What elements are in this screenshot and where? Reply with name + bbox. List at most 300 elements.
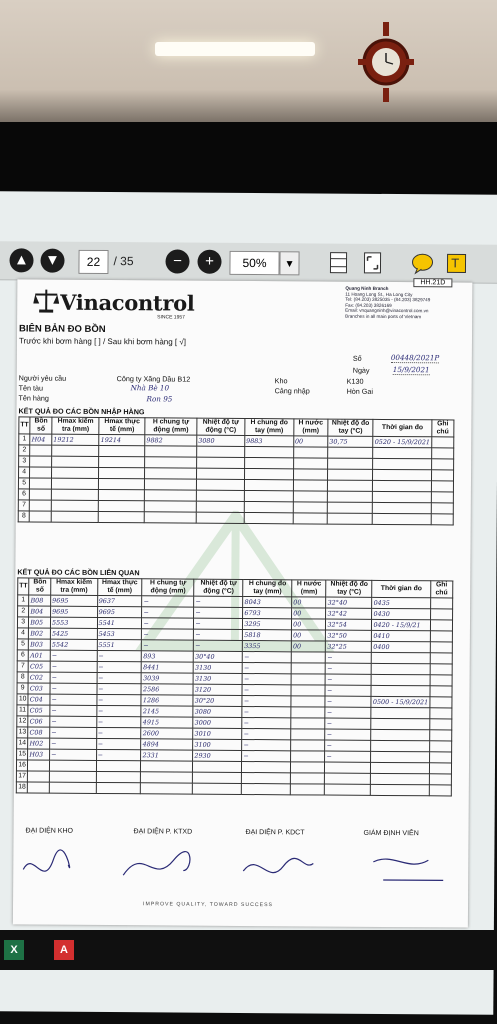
table-cell: 0430 (372, 608, 430, 619)
table-cell: 9695 (97, 606, 142, 617)
table-cell: 13 (17, 727, 28, 738)
table-cell: − (50, 738, 97, 749)
table-cell: − (242, 695, 291, 706)
table-cell: C05 (28, 661, 50, 672)
table-cell (372, 652, 430, 663)
table-cell (99, 456, 145, 467)
table-cell (291, 696, 325, 707)
table-cell (430, 697, 452, 708)
table-cell (49, 782, 96, 793)
table-cell (51, 500, 98, 511)
table-cell (244, 468, 293, 479)
table-cell: 3080 (193, 706, 242, 717)
form-code: HH.21D (413, 278, 452, 287)
signature-label: ĐẠI DIỆN P. KTXD (133, 828, 193, 836)
table-cell (371, 773, 429, 784)
table-cell (291, 729, 325, 740)
table-cell: 4 (19, 467, 30, 478)
table-cell: − (50, 672, 97, 683)
table-cell: A01 (29, 650, 51, 661)
page-up-icon[interactable]: ▲ (9, 248, 33, 272)
table-cell: 5541 (97, 617, 142, 628)
table-cell: − (194, 640, 243, 651)
table-cell (49, 771, 96, 782)
table-cell (193, 761, 242, 772)
table-cell: − (242, 750, 291, 761)
footer-slogan: IMPROVE QUALITY, TOWARD SUCCESS (143, 901, 274, 909)
table-cell: − (325, 685, 371, 696)
table-cell: − (194, 629, 243, 640)
table-cell (325, 773, 371, 784)
ngay-value: 15/9/2021 (392, 365, 430, 375)
table-cell (51, 478, 98, 489)
table-cell (244, 512, 293, 523)
table-cell: − (242, 684, 291, 695)
table-cell (430, 609, 452, 620)
table-cell (293, 480, 327, 491)
table-cell (145, 468, 197, 479)
table-cell: 14 (17, 738, 28, 749)
table-cell: 0520 - 15/9/2021 (374, 437, 431, 447)
table-cell (430, 598, 452, 609)
table-cell (430, 675, 452, 686)
so-value: 00448/2021P (390, 353, 440, 363)
cang-value: Hòn Gai (346, 386, 374, 396)
table-cell: 2600 (141, 728, 193, 739)
table-cell: 9 (17, 683, 28, 694)
column-header: Nhiệt độ đo tay (°C) (328, 419, 374, 436)
table-cell: − (50, 705, 97, 716)
table-cell: 7 (17, 661, 28, 672)
zoom-value: 50% (242, 255, 267, 271)
table-cell (30, 467, 52, 478)
ceiling-lamp (155, 42, 315, 56)
table-cell: 3295 (243, 618, 292, 629)
table-cell: 6793 (243, 607, 292, 618)
table-cell (327, 491, 373, 502)
table-cell: 30°20 (193, 695, 242, 706)
table-cell: 5453 (97, 628, 142, 639)
table-cell (291, 707, 325, 718)
table-cell: − (50, 661, 97, 672)
table-cell (30, 478, 52, 489)
table-cell (291, 773, 325, 784)
table-cell (291, 718, 325, 729)
table-cell (371, 740, 429, 751)
table-cell: 00 (291, 641, 325, 652)
table-cell: 6 (18, 489, 29, 500)
table-cell: 19212 (52, 434, 99, 445)
table-cell (325, 784, 371, 795)
table-cell (327, 480, 373, 491)
table-cell: − (97, 672, 142, 683)
zoom-select[interactable] (229, 251, 279, 275)
table-cell: 11 (17, 705, 28, 716)
table-cell: − (326, 663, 372, 674)
pump-status: Trước khi bơm hàng [ ] / Sau khi bơm hàng [ √] (18, 336, 187, 347)
zoom-out-icon[interactable]: − (165, 249, 189, 273)
table-cell (99, 500, 145, 511)
table-cell (293, 513, 327, 524)
branch-line: Branches in all main ports of Vietnam (345, 313, 422, 320)
table-cell: 32°54 (326, 619, 372, 630)
table-cell (290, 784, 324, 795)
table-cell (30, 456, 52, 467)
table-cell (52, 445, 99, 456)
table-cell (373, 513, 431, 524)
table-cell: B03 (29, 639, 51, 650)
zoom-in-icon[interactable]: + (197, 250, 221, 274)
column-header: TT (18, 578, 29, 595)
table-cell: 32°50 (326, 630, 372, 641)
table-cell: 32°42 (326, 608, 372, 619)
table-cell (429, 752, 451, 763)
table-cell (325, 762, 371, 773)
table-cell: − (194, 607, 243, 618)
branch-line: Tel: (84.203) 3825035 - (84.203) 3829749 (345, 296, 431, 303)
table-cell: − (325, 740, 371, 751)
table-cell: 0435 (372, 597, 430, 608)
table-cell: 1 (19, 434, 30, 445)
table-cell (145, 490, 197, 501)
page-total: / 35 (113, 254, 134, 269)
column-header: Ghi chú (432, 420, 454, 437)
table-cell (371, 718, 429, 729)
table-row (16, 782, 451, 796)
table-cell (371, 762, 429, 773)
table-cell: 8441 (142, 662, 194, 673)
table-cell (373, 447, 431, 458)
table-cell (197, 457, 245, 468)
table-cell: 4915 (141, 717, 193, 728)
table-cell: − (97, 661, 142, 672)
table-cell: 3355 (243, 640, 292, 651)
table-cell (430, 664, 452, 675)
highlight-icon[interactable] (445, 251, 467, 275)
table-cell: − (97, 683, 142, 694)
table-cell: − (142, 640, 194, 651)
table-cell (291, 685, 325, 696)
table-cell (291, 762, 325, 773)
table-cell (51, 489, 98, 500)
table-cell (373, 502, 431, 513)
table-cell: 3 (17, 617, 28, 628)
table-cell: − (242, 717, 291, 728)
comment-icon[interactable] (411, 251, 433, 275)
table-cell (431, 492, 453, 503)
branch-line: 11 Hoang Long St., Ha Long City (345, 291, 413, 297)
table-cell: 3130 (193, 673, 242, 684)
table-cell (372, 663, 430, 674)
table-cell (293, 458, 327, 469)
table-cell (99, 478, 145, 489)
table-cell: C08 (28, 727, 50, 738)
table-cell (373, 491, 431, 502)
table-cell: − (50, 694, 97, 705)
scales-icon (33, 288, 59, 314)
table-cell (291, 751, 325, 762)
table-cell: 3 (19, 456, 30, 467)
signature-label: GIÁM ĐỊNH VIÊN (363, 829, 419, 838)
table-cell (30, 500, 52, 511)
table-cell (196, 490, 244, 501)
table-cell: H03 (28, 749, 50, 760)
table-cell (196, 512, 244, 523)
table-cell: 12 (17, 716, 28, 727)
table-cell (431, 448, 453, 459)
table-cell (30, 445, 52, 456)
table-cell (328, 458, 374, 469)
kho-value: K130 (346, 376, 364, 386)
table-cell: 1286 (141, 695, 193, 706)
table-cell: 2331 (141, 750, 193, 761)
table-cell (372, 674, 430, 685)
table-cell: 9695 (51, 595, 98, 606)
table-cell (429, 741, 451, 752)
table-cell: − (242, 673, 291, 684)
table-cell: − (325, 729, 371, 740)
table-cell: − (50, 650, 97, 661)
table-cell: 10 (17, 694, 28, 705)
column-header: TT (19, 417, 30, 434)
excel-icon[interactable]: X (4, 940, 24, 960)
table-cell: B04 (29, 606, 51, 617)
table-cell: 3039 (142, 673, 194, 684)
table-cell: − (50, 683, 97, 694)
so-label: Số (352, 353, 362, 363)
table-cell (430, 653, 452, 664)
taskbar (0, 930, 497, 970)
signature-label: ĐẠI DIỆN P. KDCT (245, 829, 305, 837)
table-cell: 2586 (141, 684, 193, 695)
table-cell (99, 467, 145, 478)
company-name: Vinacontrol (60, 289, 195, 316)
table-cell: 9637 (97, 595, 142, 606)
table-cell (327, 513, 373, 524)
table-cell: − (325, 707, 371, 718)
table-cell: − (142, 607, 194, 618)
table-cell: − (96, 694, 141, 705)
column-header: Nhiệt độ tự động (°C) (194, 579, 243, 596)
chevron-down-icon[interactable]: ▾ (279, 251, 299, 275)
table-cell: C05 (28, 705, 50, 716)
table-cell (30, 511, 52, 522)
column-header: H nước (mm) (294, 419, 328, 436)
table-cell (141, 783, 193, 794)
table-cell: 893 (142, 651, 194, 662)
table-cell: C03 (28, 683, 50, 694)
table-cell: H04 (30, 434, 52, 445)
signature-kho (23, 850, 69, 872)
table-cell (99, 489, 145, 500)
table-cell: 19214 (99, 434, 145, 445)
column-header: Thời gian đo (373, 419, 431, 436)
svg-text:T: T (451, 256, 459, 271)
table-cell: 00 (292, 597, 326, 608)
table-cell (371, 784, 429, 795)
table-cell: 8043 (243, 596, 292, 607)
table-cell: 0400 (372, 641, 430, 652)
table-cell: 00 (292, 619, 326, 630)
column-header: Bồn số (29, 578, 51, 595)
table-cell (371, 707, 429, 718)
fit-page-icon[interactable] (361, 251, 383, 275)
pdf-viewer-window (0, 191, 497, 1014)
table-cell (373, 458, 431, 469)
table-cell: H02 (28, 738, 50, 749)
table-cell: 1 (18, 595, 29, 606)
table-cell: − (96, 749, 141, 760)
table-cell (328, 447, 374, 458)
table-cell (144, 512, 196, 523)
table-cell (429, 719, 451, 730)
cang-label: Cảng nhập (274, 386, 310, 396)
table-cell (99, 511, 145, 522)
table-cell (430, 620, 452, 631)
table-cell: 0410 (372, 630, 430, 641)
table-cell: 0420 - 15/9/21 (372, 619, 430, 630)
table-cell: − (194, 596, 243, 607)
table-cell (96, 771, 141, 782)
table-cell: − (242, 728, 291, 739)
table-cell: − (96, 738, 141, 749)
branch-line: Email: vnquangninh@vinacontrol.com.vn (345, 308, 429, 314)
column-header: Hmax thực tế (mm) (99, 417, 145, 434)
document-page (13, 279, 472, 927)
table-cell: 00 (293, 436, 327, 447)
column-header: H chung tự động (mm) (142, 579, 194, 596)
table-cell: 9882 (145, 435, 197, 446)
table-cell (28, 771, 50, 782)
table-cell: − (50, 749, 97, 760)
table-cell: − (243, 651, 292, 662)
table-cell (242, 772, 291, 783)
signature-kdct (243, 858, 313, 873)
table-cell (196, 501, 244, 512)
table-cell (371, 729, 429, 740)
table-cell (429, 730, 451, 741)
table-cell: 00 (292, 608, 326, 619)
table-cell: 5818 (243, 629, 292, 640)
vinacontrol-logo (33, 288, 208, 321)
monitor-bezel (0, 122, 497, 194)
table-cell: B02 (29, 628, 51, 639)
table-cell: 5551 (97, 639, 142, 650)
table-cell: − (242, 706, 291, 717)
company-since: SINCE 1957 (157, 314, 185, 321)
table-cell (371, 751, 429, 762)
table-cell: 32°25 (326, 641, 372, 652)
table-cell (145, 446, 197, 457)
table-cell: − (96, 727, 141, 738)
table-cell (291, 674, 325, 685)
table-cell (244, 479, 293, 490)
column-header: Ghi chú (430, 581, 452, 598)
page-down-icon[interactable]: ▼ (40, 249, 64, 273)
table-cell: 00 (292, 630, 326, 641)
background-room (0, 0, 497, 128)
column-header: Hmax kiểm tra (mm) (52, 417, 99, 434)
ten-hang-label: Tên hàng (18, 393, 49, 403)
table-cell (99, 445, 145, 456)
document-title: BIÊN BẢN ĐO BỒN (19, 323, 106, 336)
table-cell (431, 481, 453, 492)
fit-width-icon[interactable] (327, 251, 349, 275)
signature-ktxd (123, 851, 190, 875)
table-cell (429, 785, 451, 796)
ten-hang-value: Ron 95 (146, 394, 173, 404)
table-cell (193, 772, 242, 783)
signature-label: ĐẠI DIỆN KHO (25, 827, 74, 835)
table-cell (52, 467, 99, 478)
table-cell: 18 (16, 782, 27, 793)
table-cell (429, 763, 451, 774)
column-header: H nước (mm) (292, 580, 326, 597)
table-cell: − (96, 705, 141, 716)
ngay-label: Ngày (352, 365, 370, 375)
table-cell (430, 686, 452, 697)
table-cell (293, 447, 327, 458)
signatures-drawn (13, 839, 468, 902)
table-cell (96, 782, 141, 793)
table-cell: 7 (18, 500, 29, 511)
table-cell (328, 469, 374, 480)
table-cell: 16 (16, 760, 27, 771)
table-cell: 9883 (245, 435, 294, 446)
import-tanks-table (18, 416, 455, 525)
kho-label: Kho (274, 376, 288, 386)
column-header: H chung đo tay (mm) (245, 418, 294, 435)
table-cell: − (50, 716, 97, 727)
table-cell: 30°40 (194, 651, 243, 662)
table-cell (371, 685, 429, 696)
column-header: Hmax thực tế (mm) (97, 578, 142, 595)
table-cell: 8 (18, 511, 29, 522)
table-cell: C04 (28, 694, 50, 705)
table-cell: − (325, 718, 371, 729)
table-cell (193, 783, 242, 794)
pdf-icon[interactable]: A (54, 940, 74, 960)
nguoi-yeu-cau-value: Công ty Xăng Dầu B12 (116, 374, 191, 384)
table-cell (51, 511, 98, 522)
table-cell: 30,75 (328, 436, 374, 447)
table-cell: B05 (29, 617, 51, 628)
column-header: Thời gian đo (372, 580, 430, 597)
table-cell (197, 446, 245, 457)
table-row (18, 511, 453, 525)
table-cell: − (96, 716, 141, 727)
table-cell (291, 652, 325, 663)
table-cell (141, 761, 193, 772)
table-cell: − (326, 652, 372, 663)
page-number-input[interactable]: 22 (78, 250, 108, 274)
nguoi-yeu-cau-label: Người yêu cầu (18, 373, 67, 383)
table-cell: 9695 (51, 606, 98, 617)
table-cell (293, 491, 327, 502)
table-cell: − (242, 739, 291, 750)
table-cell (431, 459, 453, 470)
table-cell: 2 (18, 606, 29, 617)
table-cell: 3080 (197, 435, 245, 446)
table-cell (50, 760, 97, 771)
table-cell (244, 457, 293, 468)
table-cell: − (50, 727, 97, 738)
table-cell: 5 (17, 639, 28, 650)
table-cell: 17 (16, 771, 27, 782)
table-cell: − (97, 650, 142, 661)
table-cell: 15 (17, 749, 28, 760)
column-header: Nhiệt độ tự động (°C) (197, 418, 245, 435)
